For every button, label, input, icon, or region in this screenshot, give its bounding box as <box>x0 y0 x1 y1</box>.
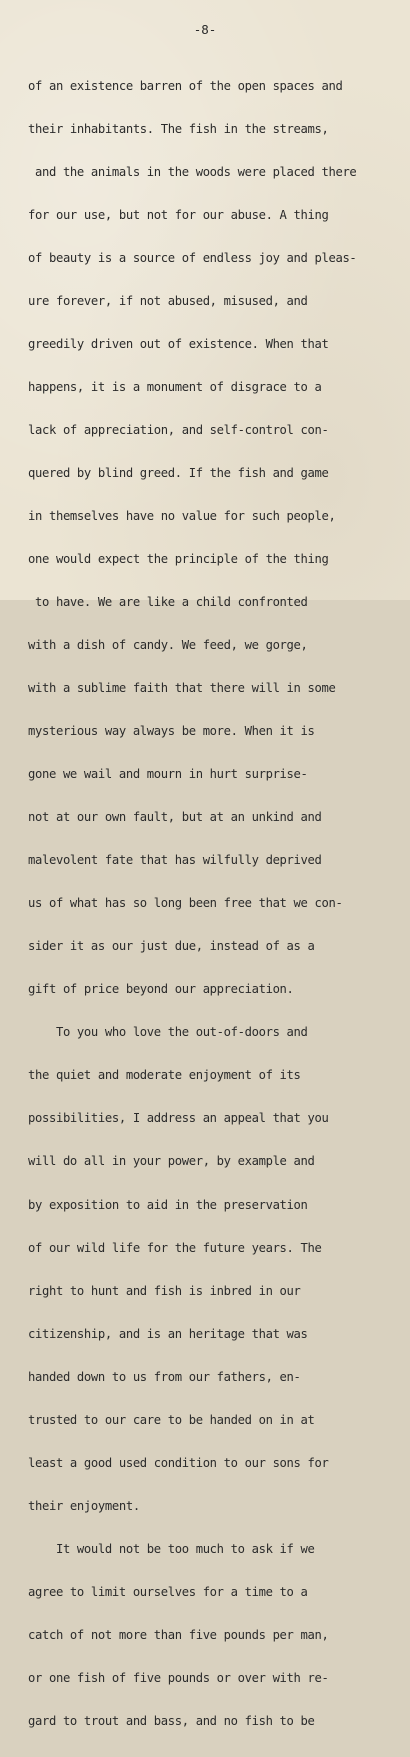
text-line: with a dish of candy. We feed, we gorge, <box>28 638 308 653</box>
text-line: mysterious way always be more. When it is <box>28 724 315 739</box>
text-line: catch of not more than five pounds per man, <box>28 1627 329 1642</box>
text-line: possibilities, I address an appeal that you <box>28 1111 329 1126</box>
text-line: gift of price beyond our appreciation. <box>28 982 294 997</box>
text-line: will do all in your power, by example and <box>28 1154 315 1169</box>
text-line: malevolent fate that has wilfully deprived <box>28 853 322 868</box>
text-line: and the animals in the woods were placed there <box>28 164 357 179</box>
text-line: gone we wail and mourn in hurt surprise- <box>28 767 308 782</box>
text-line: happens, it is a monument of disgrace to a <box>28 379 322 394</box>
text-line: with a sublime faith that there will in some <box>28 681 336 696</box>
body-text <box>28 50 400 1757</box>
text-line: us of what has so long been free that we con- <box>28 896 343 911</box>
text-line: To you who love the out-of-doors and <box>28 1025 308 1040</box>
text-line: handed down to us from our fathers, en- <box>28 1369 301 1384</box>
text-line: of an existence barren of the open spaces and <box>28 78 343 93</box>
text-line: ure forever, if not abused, misused, and <box>28 293 308 308</box>
text-line: greedily driven out of existence. When that <box>28 336 329 351</box>
text-line: right to hunt and fish is inbred in our <box>28 1283 301 1298</box>
text-line: or one fish of five pounds or over with re- <box>28 1670 329 1685</box>
text-line: for our use, but not for our abuse. A thing <box>28 207 329 222</box>
text-line: their enjoyment. <box>28 1498 140 1513</box>
text-line: quered by blind greed. If the fish and game <box>28 465 329 480</box>
text-line: trusted to our care to be handed on in at <box>28 1412 315 1427</box>
text-line: It would not be too much to ask if we <box>28 1541 315 1556</box>
text-line: citizenship, and is an heritage that was <box>28 1326 308 1341</box>
text-line: the quiet and moderate enjoyment of its <box>28 1068 301 1083</box>
text-line: agree to limit ourselves for a time to a <box>28 1584 308 1599</box>
text-line: their inhabitants. The fish in the streams, <box>28 121 329 136</box>
text-line: least a good used condition to our sons for <box>28 1455 329 1470</box>
text-line: sider it as our just due, instead of as a <box>28 939 315 954</box>
text-line: by exposition to aid in the preservation <box>28 1197 308 1212</box>
text-line: in themselves have no value for such people, <box>28 509 336 523</box>
text-line: of our wild life for the future years. The <box>28 1240 322 1255</box>
page-number: -8- <box>193 22 217 37</box>
text-line: not at our own fault, but at an unkind and <box>28 810 322 825</box>
text-line: to have. We are like a child confronted <box>28 595 308 610</box>
text-line: one would expect the principle of the thing <box>28 552 329 567</box>
text-line: lack of appreciation, and self-control con- <box>28 422 329 437</box>
text-line: gard to trout and bass, and no fish to be <box>28 1713 315 1728</box>
text-line: of beauty is a source of endless joy and pleas- <box>28 250 357 265</box>
